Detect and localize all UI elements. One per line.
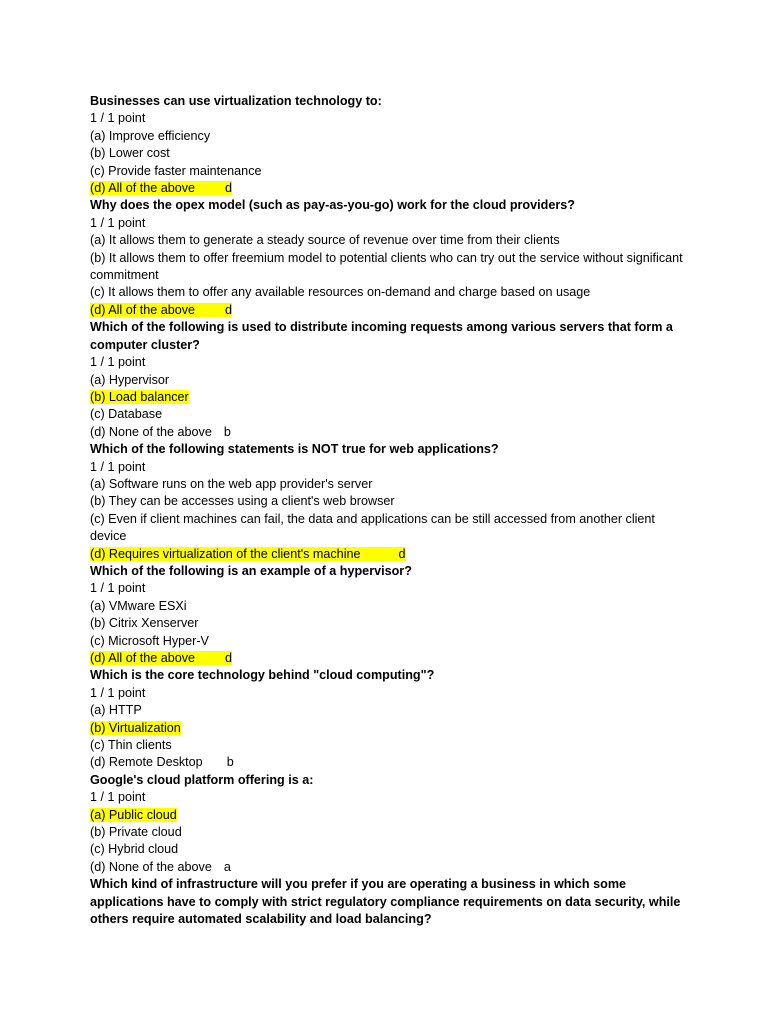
- highlighted-option-text: (d) All of the above: [90, 651, 196, 665]
- option-line: [90, 128, 690, 145]
- option-line: [90, 163, 690, 180]
- option-line: [90, 511, 690, 546]
- highlighted-option-text: (b) Virtualization: [90, 720, 181, 735]
- question-text: Google's cloud platform offering is a:: [90, 772, 314, 787]
- option-text: (a) VMware ESXi: [90, 598, 187, 613]
- option-line: [90, 232, 690, 249]
- points-text: 1 / 1 point: [90, 215, 146, 230]
- option-line: [90, 424, 690, 441]
- points-text: 1 / 1 point: [90, 685, 146, 700]
- question-text: Which kind of infrastructure will you prefer if you are operating a business in which some applications have to comply with strict regulatory compliance requirements on data security, while others require automated scalability and load balancing?: [90, 877, 681, 927]
- option-text: (b) It allows them to offer freemium model to potential clients who can try out the service without significant commitment: [90, 250, 683, 283]
- option-text: (b) Private cloud: [90, 825, 182, 840]
- option-line: [90, 180, 690, 197]
- answer-highlight: [90, 808, 177, 822]
- answer-highlight: [90, 721, 181, 735]
- answer-letter: d: [225, 651, 233, 665]
- option-line: [90, 598, 690, 615]
- quiz-document: [90, 93, 690, 929]
- option-text: (c) Even if client machines can fail, the data and applications can be still accessed from another client device: [90, 511, 655, 544]
- answer-letter: b: [223, 424, 231, 439]
- option-text: (c) Thin clients: [90, 738, 172, 753]
- option-line: [90, 284, 690, 301]
- points-text: 1 / 1 point: [90, 459, 146, 474]
- highlighted-option-text: (a) Public cloud: [90, 807, 177, 822]
- answer-letter: d: [225, 181, 233, 196]
- option-line: [90, 737, 690, 754]
- highlighted-option-text: (d) Requires virtualization of the client's machine: [90, 546, 361, 561]
- option-line: [90, 302, 690, 319]
- highlighted-option-text: (d) All of the above: [90, 302, 196, 317]
- highlighted-option-text: (b) Load balancer: [90, 389, 189, 404]
- option-line: [90, 546, 690, 563]
- option-line: [90, 406, 690, 423]
- answer-letter: b: [226, 755, 234, 770]
- option-text: (a) HTTP: [90, 703, 142, 718]
- answer-highlight: [90, 547, 406, 561]
- points-text: 1 / 1 point: [90, 581, 146, 596]
- question-text: Why does the opex model (such as pay-as-you-go) work for the cloud providers?: [90, 198, 575, 213]
- option-text: (a) Hypervisor: [90, 372, 170, 387]
- answer-highlight: [90, 303, 232, 317]
- option-line: [90, 702, 690, 719]
- option-text: (d) None of the above: [90, 424, 212, 439]
- option-line: [90, 145, 690, 162]
- highlighted-option-text: (d) All of the above: [90, 181, 196, 196]
- question-text: Businesses can use virtualization technology to:: [90, 94, 382, 108]
- option-line: [90, 389, 690, 406]
- option-text: (d) Remote Desktop: [90, 755, 203, 770]
- points-text: 1 / 1 point: [90, 790, 146, 805]
- option-line: [90, 250, 690, 285]
- answer-letter: d: [398, 546, 406, 561]
- option-text: (d) None of the above: [90, 859, 212, 874]
- option-text: (a) It allows them to generate a steady source of revenue over time from their clients: [90, 233, 560, 248]
- option-line: [90, 824, 690, 841]
- answer-letter: d: [225, 302, 233, 317]
- option-line: [90, 754, 690, 771]
- option-text: (a) Improve efficiency: [90, 128, 211, 143]
- option-line: [90, 720, 690, 737]
- answer-highlight: [90, 390, 189, 404]
- question-text: Which of the following is used to distribute incoming requests among various servers that form a computer cluster?: [90, 320, 673, 352]
- option-text: (b) Citrix Xenserver: [90, 616, 199, 631]
- option-line: [90, 859, 690, 876]
- option-line: [90, 493, 690, 510]
- answer-letter: a: [223, 859, 231, 874]
- option-text: (b) Lower cost: [90, 146, 170, 161]
- answer-highlight: [90, 181, 232, 195]
- option-text: (c) Provide faster maintenance: [90, 163, 262, 178]
- option-text: (c) Microsoft Hyper-V: [90, 633, 209, 648]
- question-text: Which of the following is an example of a hypervisor?: [90, 563, 412, 578]
- points-text: 1 / 1 point: [90, 111, 146, 126]
- points-text: 1 / 1 point: [90, 355, 146, 370]
- option-text: (c) Hybrid cloud: [90, 842, 179, 857]
- question-text: Which of the following statements is NOT true for web applications?: [90, 442, 499, 457]
- question-text: Which is the core technology behind "cloud computing"?: [90, 668, 435, 683]
- option-line: [90, 807, 690, 824]
- option-line: [90, 650, 690, 667]
- option-line: [90, 633, 690, 650]
- option-line: [90, 372, 690, 389]
- option-text: (b) They can be accesses using a client's web browser: [90, 494, 395, 509]
- option-text: (a) Software runs on the web app provider's server: [90, 476, 373, 491]
- option-line: [90, 476, 690, 493]
- answer-highlight: [90, 651, 232, 665]
- option-line: [90, 841, 690, 858]
- option-line: [90, 615, 690, 632]
- option-text: (c) Database: [90, 407, 163, 422]
- option-text: (c) It allows them to offer any available resources on-demand and charge based on usage: [90, 285, 591, 300]
